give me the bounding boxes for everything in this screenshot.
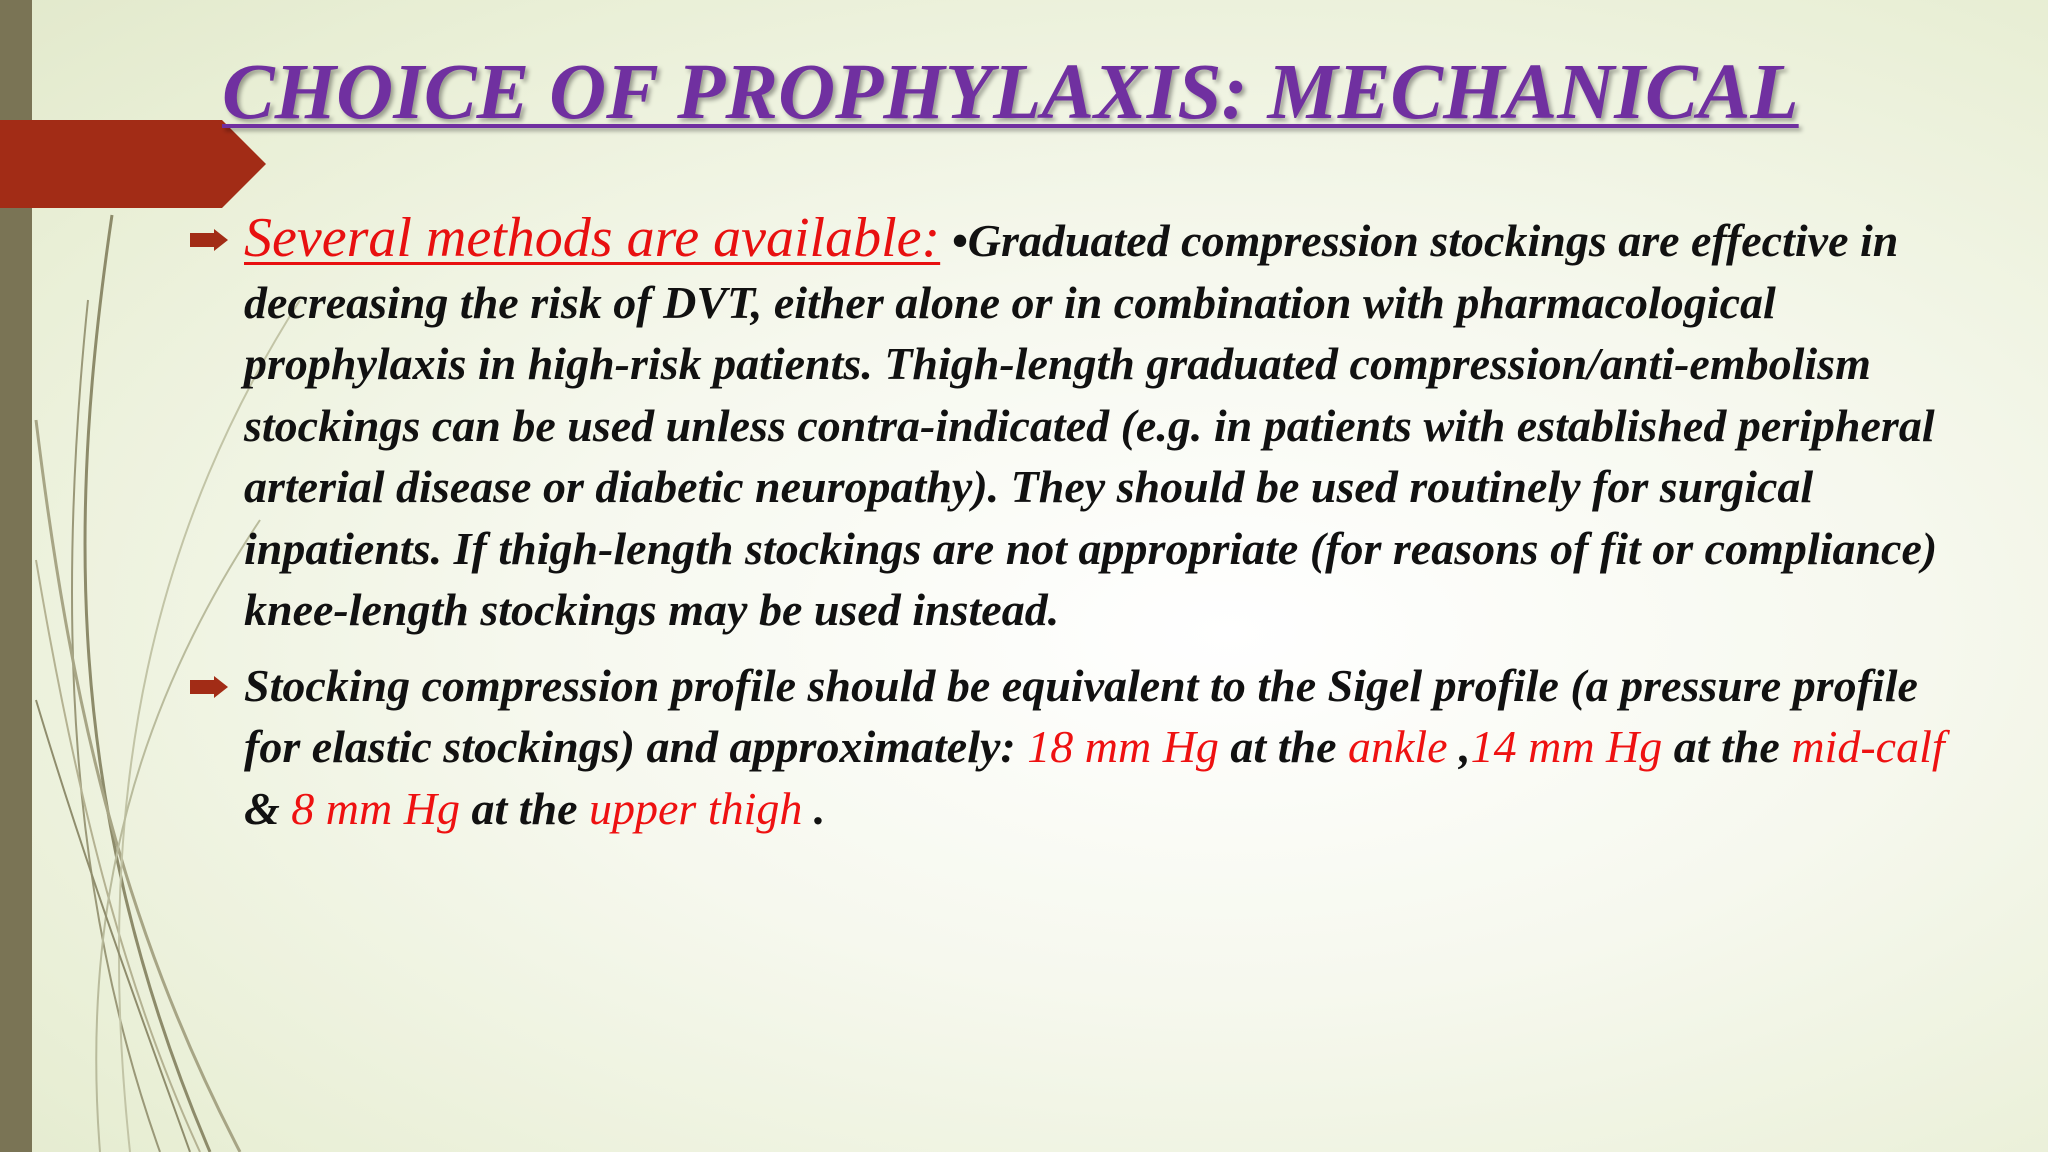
- bullet-2-text-2: at the: [1218, 721, 1348, 772]
- bullet-2-text-7: .: [802, 782, 826, 834]
- bullet-2-text-1: Stocking compression profile should be equivalent to the Sigel profile (a pressure profile for elastic stockings) and approximately:: [244, 659, 1918, 772]
- site-mid-calf: mid-calf: [1791, 721, 1945, 772]
- upper-thigh-pressure-value: 8 mm Hg: [291, 782, 460, 834]
- slide-title: CHOICE OF PROPHYLAXIS: MECHANICAL: [222, 49, 1799, 136]
- bullet-1-text: Graduated compression stockings are effective in decreasing the risk of DVT, either alone or in combination with pharmacological prophylaxis in high-risk patients. Thigh-length graduated compression/anti-embolism stockings can be used unless contra-indicated (e.g. in patients with established peripheral arterial disease or diabetic neuropathy). They should be used routinely for surgical inpatients. If thigh-length stockings are not appropriate (for reasons of fit or compliance) knee-length stockings may be used instead.: [244, 215, 1938, 635]
- site-upper-thigh: upper thigh: [589, 782, 803, 834]
- arrow-bullet-icon: [190, 676, 228, 698]
- bullet-2-text-5: &: [244, 782, 292, 834]
- slide-content: [190, 208, 1970, 839]
- bullet-2-text-3: ,: [1447, 721, 1471, 772]
- bullet-2: [190, 655, 1970, 840]
- bullet-1-lead: Several methods are available:: [244, 207, 941, 269]
- arrow-bullet-icon: [190, 229, 228, 251]
- mid-calf-pressure-value: 14 mm Hg: [1470, 721, 1663, 772]
- site-ankle: ankle: [1347, 721, 1448, 772]
- bullet-2-text-4: at the: [1662, 721, 1792, 772]
- bullet-2-text-6: at the: [459, 782, 590, 834]
- bullet-1-separator: •: [951, 215, 968, 266]
- bullet-1: [190, 208, 1970, 641]
- ankle-pressure-value: 18 mm Hg: [1027, 721, 1219, 772]
